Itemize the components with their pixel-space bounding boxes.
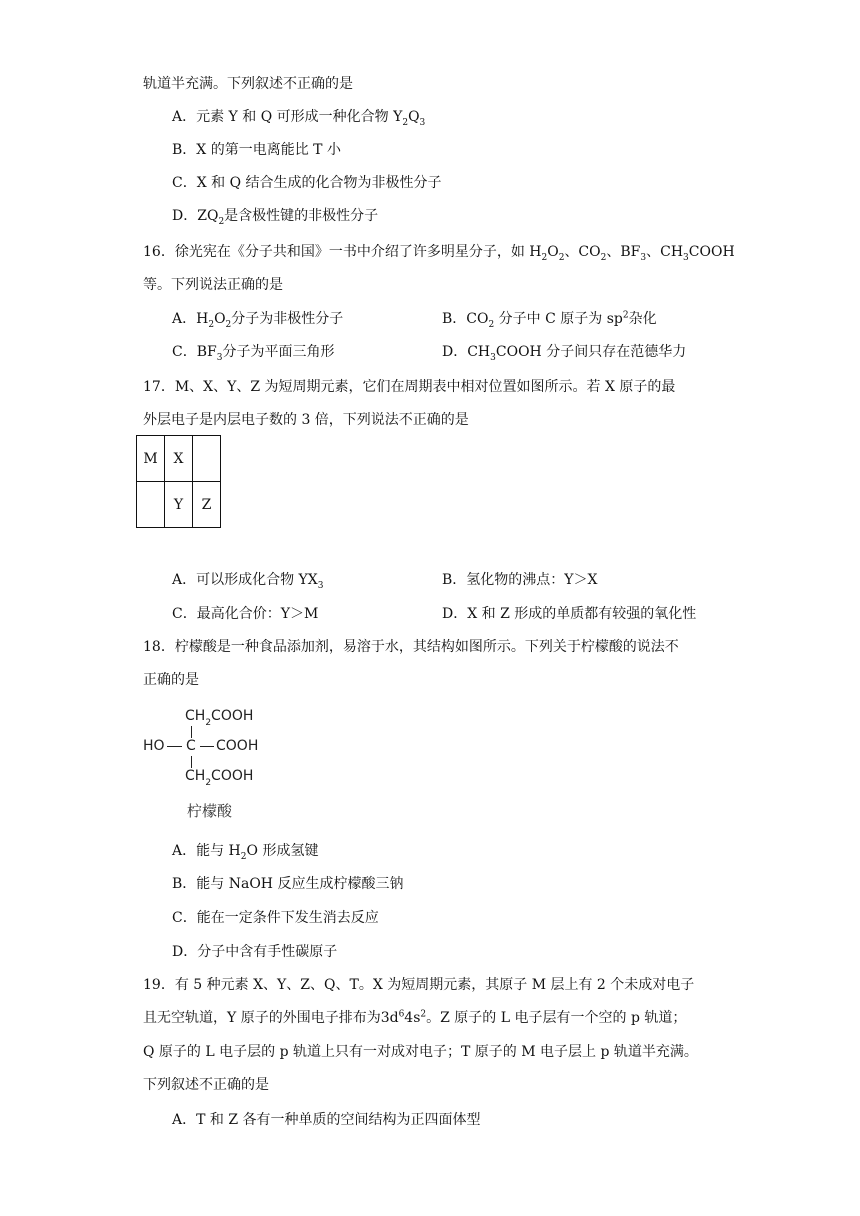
q19-stem-line2: 且无空轨道，Y 原子的外围电子排布为$3d^64s^2$。Z 原子的 L 电子层有一个空的 p 轨道； — [143, 1009, 687, 1026]
table-cell: Y — [165, 482, 193, 528]
q17-stem-line2: 外层电子是内层电子数的 3 倍，下列说法不正确的是 — [143, 412, 469, 428]
structure-right-group: COOH — [216, 738, 259, 754]
table-row — [137, 482, 221, 528]
q18-option-a: A．能与 $H_2O$ 形成氢键 — [172, 843, 319, 862]
structure-hydroxyl: HO — [143, 738, 165, 754]
q16-option-b: B．$CO_2$ 分子中 C 原子为 $sp^2$杂化 — [442, 310, 657, 330]
q17-option-c: C．最高化合价：Y＞M — [172, 606, 319, 622]
bond-line — [167, 746, 182, 747]
q19-stem-line1: 19．有 5 种元素 X、Y、Z、Q、T。X 为短周期元素，其原子 M 层上有 2 个未成对电子 — [143, 977, 695, 993]
q18-option-c: C．能在一定条件下发生消去反应 — [172, 910, 379, 926]
structure-name: 柠檬酸 — [187, 802, 233, 820]
q16-stem-line2: 等。下列说法正确的是 — [143, 277, 283, 293]
q18-stem-line2: 正确的是 — [143, 672, 199, 688]
table-cell — [193, 436, 221, 482]
q17-option-d: D．X 和 Z 形成的单质都有较强的氧化性 — [442, 606, 697, 622]
table-cell: M — [137, 436, 165, 482]
q16-option-a: A．$H_2O_2$分子为非极性分子 — [172, 311, 344, 330]
q19-stem-line4: 下列叙述不正确的是 — [143, 1077, 269, 1093]
structure-center-carbon: C — [186, 738, 196, 754]
q18-option-b: B．能与 NaOH 反应生成柠檬酸三钠 — [172, 876, 404, 892]
bond-line — [191, 726, 192, 738]
q16-stem-line1: 16．徐光宪在《分子共和国》一书中介绍了许多明星分子，如 $H_2O_2$、$CO_2$、$BF_3$、$CH_3COOH$ — [143, 244, 735, 263]
bond-line — [191, 756, 192, 768]
q17-option-a: A．可以形成化合物 $YX_3$ — [172, 572, 324, 591]
citric-acid-structure — [143, 700, 283, 825]
q15-option-d: D．$ZQ_2$是含极性键的非极性分子 — [172, 208, 379, 227]
q15-option-c: C．X 和 Q 结合生成的化合物为非极性分子 — [172, 175, 442, 191]
q16-option-c: C．$BF_3$分子为平面三角形 — [172, 344, 335, 363]
q19-stem-line3: Q 原子的 L 电子层的 p 轨道上只有一对成对电子；T 原子的 M 电子层上 p 轨道半充满。 — [143, 1044, 698, 1060]
bond-line — [200, 746, 214, 747]
table-cell: X — [165, 436, 193, 482]
structure-bottom-group: $CH_2COOH$ — [185, 768, 254, 788]
q18-stem-line1: 18．柠檬酸是一种食品添加剂，易溶于水，其结构如图所示。下列关于柠檬酸的说法不 — [143, 639, 679, 655]
table-cell — [137, 482, 165, 528]
q19-option-a: A．T 和 Z 各有一种单质的空间结构为正四面体型 — [172, 1112, 481, 1128]
q17-stem-line1: 17．M、X、Y、Z 为短周期元素，它们在周期表中相对位置如图所示。若 X 原子的最 — [143, 379, 676, 395]
q15-option-a: A．元素 Y 和 Q 可形成一种化合物 $Y_2Q_3$ — [172, 109, 426, 128]
structure-top-group: $CH_2COOH$ — [185, 708, 254, 728]
q17-option-b: B．氢化物的沸点：Y＞X — [442, 572, 598, 588]
q16-option-d: D．$CH_3COOH$ 分子间只存在范德华力 — [442, 344, 687, 363]
q15-stem-tail: 轨道半充满。下列叙述不正确的是 — [143, 76, 353, 92]
table-row — [137, 436, 221, 482]
periodic-position-table — [136, 435, 221, 528]
table-cell: Z — [193, 482, 221, 528]
q15-option-b: B．X 的第一电离能比 T 小 — [172, 142, 341, 158]
q18-option-d: D．分子中含有手性碳原子 — [172, 944, 338, 960]
